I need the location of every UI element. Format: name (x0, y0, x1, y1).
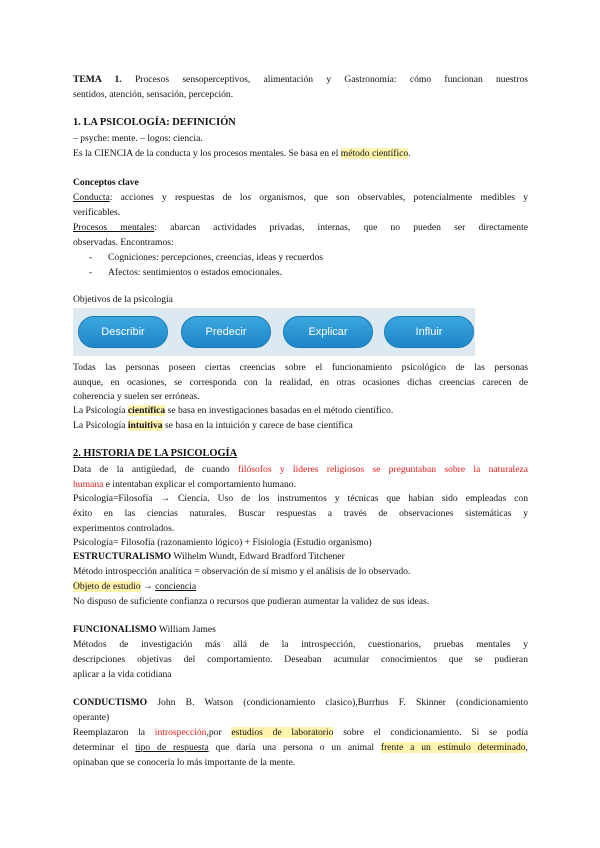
historia-line-6: Psicología= Filosofía (razonamiento lógico) + Fisiología (Estudio organismo) (73, 537, 372, 548)
objetivo-influir: Influir (384, 316, 474, 348)
procesos-term: Procesos mentales (73, 222, 155, 233)
red-text-introspeccion: introspección (154, 727, 207, 738)
conductismo-authors-2: operante) (73, 712, 110, 723)
funcionalismo-heading: FUNCIONALISMO William James (73, 624, 216, 635)
tema-title: Procesos sensoperceptivos, alimentación y Gastronomía: cómo funcionan nuestros (134, 74, 528, 85)
objetivos-label: Objetivos de la psicología (73, 294, 173, 305)
conductismo-heading: CONDUCTISMO John B. Watson (condicionamiento clasico),Burrhus F. Skinner (condicionamiento (73, 697, 528, 708)
funcionalismo-line-3: aplicar a la vida cotidiana (73, 669, 172, 680)
procesos-line-2: observadas. Encontramos: (73, 237, 174, 248)
conductismo-line-3: opinaban que se conocería lo más importante de la mente. (73, 757, 296, 768)
estructuralismo-metodo: Método introspección analítica = observación de sí mismo y el análisis de lo observado. (73, 566, 411, 577)
bullet-item: Cogniciones: percepciones, creencias, ideas y recuerdos (108, 252, 323, 263)
tema-label: TEMA 1. (73, 74, 122, 85)
highlight-objeto: Objeto de estudio (73, 581, 141, 592)
estructuralismo-objeto: Objeto de estudio → conciencia (73, 581, 197, 592)
psicologia-intuitiva: La Psicología intuitiva se basa en la intuición y carece de base científica (73, 420, 353, 431)
objetivo-explicar: Explicar (283, 316, 373, 348)
conciencia-term: conciencia (155, 581, 197, 592)
red-text-humana: humana (73, 479, 104, 490)
conducta-line-1: Conducta: acciones y respuestas de los organismos, que son observables, potencialmente medibles y (73, 192, 528, 203)
definition: Es la CIENCIA de la conducta y los procesos mentales. Se basa en el método científico. (73, 148, 411, 159)
conductismo-line-2: determinar el tipo de respuesta que daría una persona o un animal frente a un estímulo determinado, (73, 742, 528, 753)
bullet-dash: - (89, 252, 93, 263)
psicologia-cientifica: La Psicología científica se basa en investigaciones basadas en el método científico. (73, 405, 394, 416)
bullet-dash: - (89, 267, 93, 278)
highlight-estimulo: frente a un estímulo determinado (380, 742, 526, 753)
estructuralismo-nota: No dispuso de suficiente confianza o recursos que pudieran aumentar la validez de sus ideas. (73, 596, 430, 607)
objetivo-describir: Describir (78, 316, 168, 348)
bullet-item: Afectos: sentimientos o estados emocionales. (108, 267, 282, 278)
historia-line-2: humana e intentaban explicar el comportamiento humano. (73, 479, 296, 490)
funcionalismo-line-1: Métodos de investigación más allá de la introspección, cuestionarios, pruebas mentales y (73, 639, 528, 650)
tema-title-line-2: sentidos, atención, sensación, percepción. (73, 89, 234, 100)
estructuralismo-heading: ESTRUCTURALISMO Wilhelm Wundt, Edward Bradford Titchener (73, 551, 345, 562)
section-1-heading: 1. LA PSICOLOGÍA: DEFINICIÓN (73, 117, 236, 128)
objetivo-predecir: Predecir (181, 316, 271, 348)
conceptos-heading: Conceptos clave (73, 177, 139, 188)
highlight-cientifica: científica (127, 405, 166, 416)
historia-line-5: experimentos controlados. (73, 523, 175, 534)
conductismo-line-1: Reemplazaron la introspección,por estudios de laboratorio sobre el condicionamiento. Si se podía (73, 727, 528, 738)
tema-title-line-1 (73, 72, 528, 87)
objetivos-diagram (73, 308, 475, 356)
tipo-respuesta-term: tipo de respuesta (135, 742, 209, 753)
highlight-laboratorio: estudios de laboratorio (231, 727, 334, 738)
historia-line-4: éxito en las ciencias naturales. Buscar respuestas a través de observaciones sistemáticas y (73, 508, 528, 519)
etymology: – psyche: mente. – logos: ciencia. (73, 133, 203, 144)
creencias-line-3: coherencia y suelen ser erróneas. (73, 391, 200, 402)
conducta-line-2: verificables. (73, 207, 121, 218)
historia-line-3: Psicología=Filosofía → Ciencia. Uso de los instrumentos y técnicas que habían sido empleadas con (73, 493, 528, 504)
historia-line-1: Data de la antigüedad, de cuando filósofos y líderes religiosos se preguntaban sobre la naturaleza (73, 464, 528, 475)
creencias-line-1: Todas las personas poseen ciertas creencias sobre el funcionamiento psicológico de las personas (73, 362, 528, 373)
highlight-metodo: método científico (340, 148, 409, 159)
conducta-term: Conducta (73, 192, 110, 203)
procesos-line-1: Procesos mentales: abarcan actividades privadas, internas, que no pueden ser directamente (73, 222, 528, 233)
creencias-line-2: aunque, en ocasiones, se corresponda con la realidad, en otras ocasiones dichas creencias carecen de (73, 377, 528, 388)
highlight-intuitiva: intuitiva (127, 420, 163, 431)
red-text-filosofos: filósofos y líderes religiosos se preguntaban sobre la naturaleza (238, 464, 528, 475)
section-2-heading: 2. HISTORIA DE LA PSICOLOGÍA (73, 448, 238, 459)
funcionalismo-line-2: descripciones objetivas del comportamiento. Deseaban acumular conocimientos que se pudieran (73, 654, 528, 665)
